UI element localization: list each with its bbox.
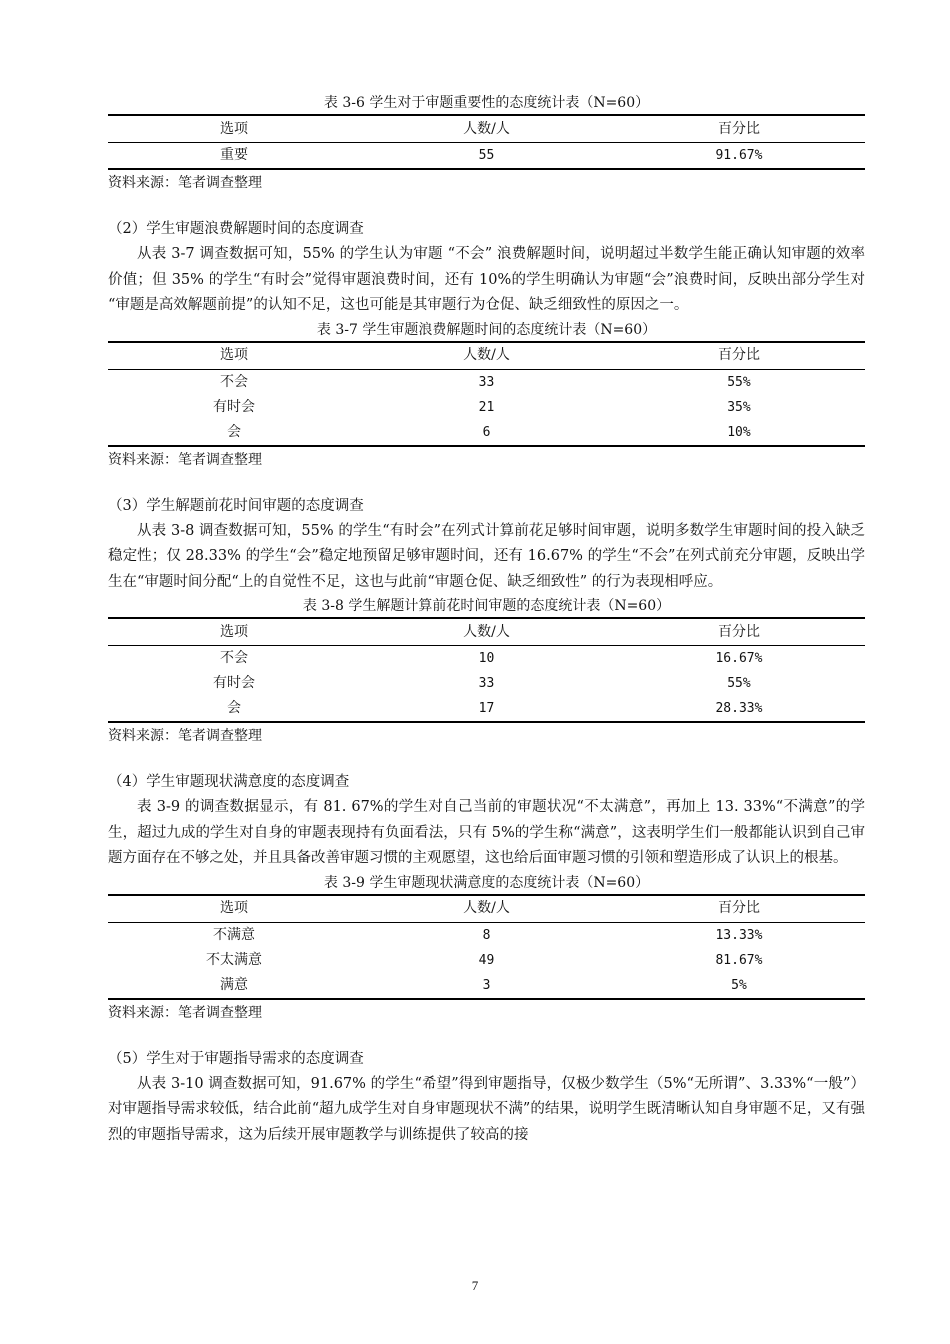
table-cell: 55% — [727, 676, 751, 691]
table-cell: 6 — [360, 420, 613, 446]
table-cell: 不会 — [220, 373, 249, 390]
table-cell: 5% — [613, 973, 865, 999]
table-cell: 21 — [478, 399, 495, 415]
table-cell: 33 — [478, 374, 495, 390]
table-row — [108, 948, 865, 973]
section-heading: （3）学生解题前花时间审题的态度调查 — [108, 497, 364, 514]
column-header: 选项 — [108, 895, 360, 923]
table-row — [108, 420, 865, 446]
column-header: 百分比 — [613, 618, 865, 646]
table-caption-3-7: 表 3-7 学生审题浪费解题时间的态度统计表（N=60） — [316, 321, 657, 338]
table-cell: 91.67% — [613, 143, 865, 170]
table-3-9 — [108, 894, 865, 1000]
table-3-7 — [108, 341, 865, 447]
column-header: 百分比 — [613, 115, 865, 143]
table-cell: 16.67% — [715, 651, 763, 666]
table-3-8 — [108, 617, 865, 723]
table-source: 资料来源：笔者调查整理 — [108, 175, 262, 191]
table-row — [108, 696, 865, 722]
table-cell: 35% — [727, 399, 751, 415]
table-row — [108, 973, 865, 999]
table-cell: 会 — [108, 696, 360, 722]
table-cell: 有时会 — [213, 675, 256, 691]
table-row — [108, 369, 865, 395]
column-header: 百分比 — [613, 342, 865, 370]
table-source: 资料来源：笔者调查整理 — [108, 728, 262, 744]
table-cell: 不满意 — [213, 926, 256, 943]
section-heading: （4）学生审题现状满意度的态度调查 — [108, 774, 350, 790]
table-source: 资料来源：笔者调查整理 — [108, 451, 262, 468]
table-cell: 满意 — [108, 973, 360, 999]
column-header: 选项 — [108, 618, 360, 646]
table-row — [108, 922, 865, 948]
table-row — [108, 143, 865, 170]
table-cell: 28.33% — [613, 696, 865, 722]
section-paragraph: 从表 3-7 调查数据可知，55% 的学生认为审题 “不会” 浪费解题时间，说明超过半数学生能正确认知审题的效率价值；但 35% 的学生“有时会”觉得审题浪费时间，还有 10%的学生明确认为审题“会”浪费时间，反映出部分学生对 “审题是高效解题前提”的认知不足，这也可能是其审题行为仓促、缺乏细致性的原因之一。 — [108, 246, 865, 313]
table-cell: 33 — [478, 676, 495, 691]
section-heading: （5）学生对于审题指导需求的态度调查 — [108, 1050, 364, 1067]
section-paragraph: 从表 3-10 调查数据可知，91.67% 的学生“希望”得到审题指导，仅极少数学生（5%“无所谓”、3.33%“一般”）对审题指导需求较低，结合此前“超九成学生对自身审题现状不满”的结果，说明学生既清晰认知自身审题不足，又有强烈的审题指导需求，这为后续开展审题教学与训练提供了较高的接 — [108, 1075, 865, 1143]
table-cell: 13.33% — [715, 927, 763, 943]
table-source: 资料来源：笔者调查整理 — [108, 1004, 262, 1021]
document-page — [108, 0, 865, 1148]
section-paragraph: 从表 3-8 调查数据可知，55% 的学生“有时会”在列式计算前花足够时间审题，说明多数学生审题时间的投入缺乏稳定性；仅 28.33% 的学生“会”稳定地预留足够审题时间，还有 16.67% 的学生“不会”在列式前充分审题，反映出学生在“审题时间分配“上的自觉性不足，这也与此前“审题仓促、缺乏细致性” 的行为表现相呼应。 — [108, 522, 865, 590]
column-header: 选项 — [108, 342, 360, 370]
table-cell: 8 — [482, 927, 491, 943]
table-cell: 会 — [108, 420, 360, 446]
table-caption-3-6: 表 3-6 学生对于审题重要性的态度统计表（N=60） — [323, 95, 650, 111]
column-header: 人数/人 — [360, 895, 613, 923]
column-header: 选项 — [108, 115, 360, 143]
table-row — [108, 395, 865, 420]
page-number: 7 — [471, 1278, 479, 1293]
table-cell: 不会 — [220, 650, 249, 666]
table-cell: 81.67% — [715, 952, 763, 968]
section-heading: （2）学生审题浪费解题时间的态度调查 — [108, 221, 364, 237]
table-cell: 3 — [360, 973, 613, 999]
section-paragraph: 表 3-9 的调查数据显示，有 81. 67%的学生对自己当前的审题状况“不太满意”，再加上 13. 33%“不满意”的学生，超过九成的学生对自身的审题表现持有负面看法，只有 5%的学生称“满意”，这表明学生们一般都能认识到自己审题方面存在不够之处，并且具备改善审题习惯的主观愿望，这也给后面审题习惯的引领和塑造形成了认识上的根基。 — [108, 799, 865, 866]
table-cell: 有时会 — [213, 398, 256, 415]
table-cell: 重要 — [108, 143, 360, 170]
table-row — [108, 671, 865, 696]
table-3-6 — [108, 114, 865, 170]
table-cell: 17 — [360, 696, 613, 722]
column-header: 百分比 — [613, 895, 865, 923]
table-cell: 55% — [727, 374, 751, 390]
column-header: 人数/人 — [360, 115, 613, 143]
table-cell: 10% — [613, 420, 865, 446]
table-cell: 不太满意 — [206, 951, 263, 968]
table-caption-3-9: 表 3-9 学生审题现状满意度的态度统计表（N=60） — [323, 874, 650, 891]
column-header: 人数/人 — [360, 342, 613, 370]
table-cell: 10 — [478, 651, 495, 666]
table-cell: 55 — [360, 143, 613, 170]
table-row — [108, 646, 865, 672]
table-caption-3-8: 表 3-8 学生解题计算前花时间审题的态度统计表（N=60） — [302, 598, 671, 614]
table-cell: 49 — [478, 952, 495, 968]
column-header: 人数/人 — [360, 618, 613, 646]
